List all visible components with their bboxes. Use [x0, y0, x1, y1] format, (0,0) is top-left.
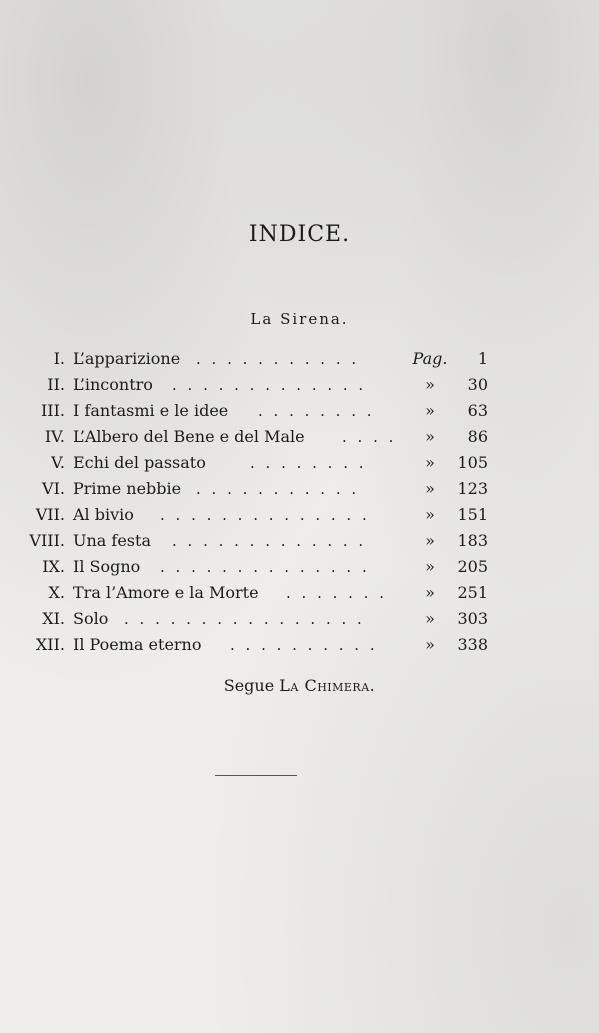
chapter-page: 105 — [457, 453, 488, 472]
chapter-page: 63 — [467, 401, 488, 420]
ditto-mark: » — [425, 557, 435, 576]
toc-entry — [0, 424, 599, 450]
toc-entry — [0, 398, 599, 424]
ditto-mark: » — [425, 453, 435, 472]
chapter-title: Tra l’Amore e la Morte — [73, 583, 259, 602]
chapter-title: Solo — [73, 609, 109, 628]
chapter-number: XII. — [35, 635, 65, 654]
dot-leader: . . . . . . . . — [258, 402, 375, 420]
dot-leader: . . . . . . . — [286, 584, 387, 602]
continuation-note — [0, 676, 599, 695]
dot-leader: . . . . . . . . . . . — [196, 480, 360, 498]
chapter-number: VII. — [35, 505, 65, 524]
ditto-mark: » — [425, 375, 435, 394]
chapter-page: 303 — [457, 609, 488, 628]
toc-entry — [0, 606, 599, 632]
chapter-title: Al bivio — [73, 505, 134, 524]
chapter-title: L’Albero del Bene e del Male — [73, 427, 305, 446]
toc-entry — [0, 372, 599, 398]
chapter-page: 338 — [457, 635, 488, 654]
chapter-page: 251 — [457, 583, 488, 602]
toc-entry — [0, 632, 599, 658]
dot-leader: . . . . . . . . . . — [230, 636, 378, 654]
chapter-page: 123 — [457, 479, 488, 498]
dot-leader: . . . . . . . . . . . — [196, 350, 360, 368]
chapter-page: 183 — [457, 531, 488, 550]
chapter-title: L’apparizione — [73, 349, 181, 368]
toc-entry — [0, 580, 599, 606]
dot-leader: . . . . . . . . . . . . . — [172, 376, 367, 394]
toc-entry — [0, 528, 599, 554]
continuation-prefix: Segue — [223, 676, 275, 695]
ditto-mark: » — [425, 427, 435, 446]
toc-entry — [0, 476, 599, 502]
chapter-number: V. — [51, 453, 65, 472]
ditto-mark: » — [425, 583, 435, 602]
toc-entry — [0, 554, 599, 580]
chapter-page: 86 — [467, 427, 488, 446]
dot-leader: . . . . . . . . . . . . . . . . — [124, 610, 365, 628]
chapter-page: 151 — [457, 505, 488, 524]
chapter-title: Prime nebbie — [73, 479, 182, 498]
ditto-mark: » — [425, 635, 435, 654]
chapter-number: III. — [40, 401, 65, 420]
chapter-title: Echi del passato — [73, 453, 206, 472]
chapter-title: L’incontro — [73, 375, 153, 394]
dot-leader: . . . . . . . . . . . . . — [172, 532, 367, 550]
ditto-mark: » — [425, 505, 435, 524]
chapter-number: XI. — [42, 609, 65, 628]
dot-leader: . . . . — [342, 428, 397, 446]
page-title: INDICE. — [248, 222, 351, 247]
continuation-title: La Chimera. — [279, 676, 376, 695]
section-title: La Sirena. — [250, 310, 349, 328]
toc-entry — [0, 502, 599, 528]
chapter-number: I. — [53, 349, 65, 368]
ditto-mark: » — [425, 531, 435, 550]
ditto-mark: » — [425, 609, 435, 628]
toc-entry — [0, 450, 599, 476]
chapter-title: Una festa — [73, 531, 151, 550]
chapter-number: II. — [47, 375, 65, 394]
chapter-number: IX. — [42, 557, 65, 576]
ditto-mark: » — [425, 401, 435, 420]
toc-entry — [0, 346, 599, 372]
dot-leader: . . . . . . . . — [250, 454, 367, 472]
dot-leader: . . . . . . . . . . . . . . — [160, 558, 370, 576]
chapter-title: I fantasmi e le idee — [73, 401, 229, 420]
page-marker: Pag. — [412, 349, 448, 368]
chapter-number: VI. — [42, 479, 65, 498]
ditto-mark: » — [425, 479, 435, 498]
dot-leader: . . . . . . . . . . . . . . — [160, 506, 370, 524]
chapter-number: VIII. — [29, 531, 65, 550]
chapter-page: 205 — [457, 557, 488, 576]
chapter-number: X. — [48, 583, 65, 602]
chapter-page: 1 — [477, 349, 488, 368]
chapter-number: IV. — [44, 427, 65, 446]
chapter-title: Il Sogno — [73, 557, 141, 576]
chapter-title: Il Poema eterno — [73, 635, 202, 654]
divider-rule — [215, 775, 297, 776]
chapter-page: 30 — [467, 375, 488, 394]
